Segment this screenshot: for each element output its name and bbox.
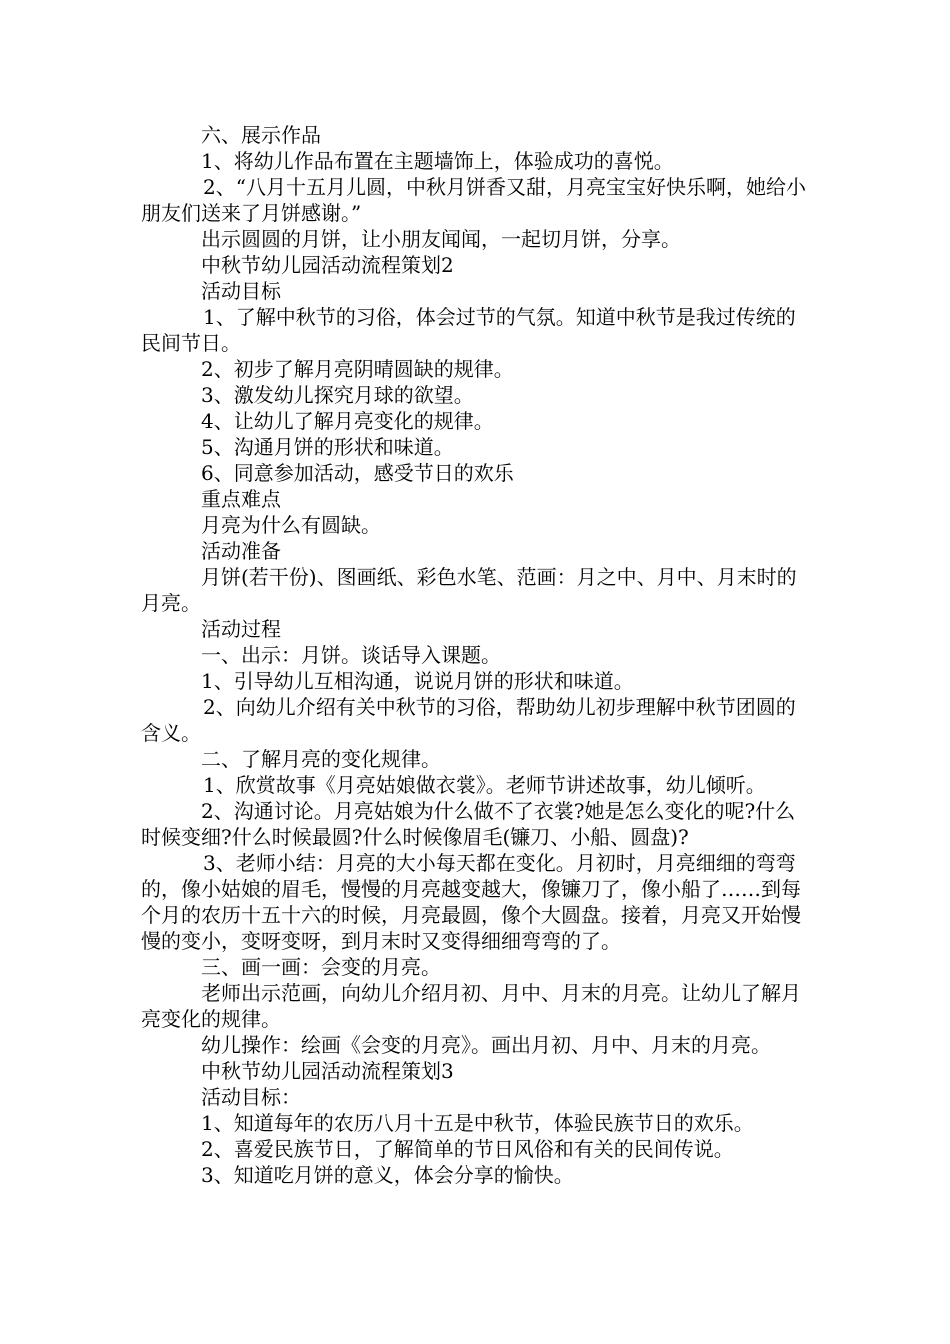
paragraph: 月饼(若干份)、图画纸、彩色水笔、范画：月之中、月中、月末时的月亮。 (141, 565, 797, 615)
section-heading-key-points: 重点难点 (201, 487, 281, 511)
paragraph: 2、喜爱民族节日，了解简单的节日风俗和有关的民间传说。 (201, 1137, 734, 1161)
paragraph: 3、激发幼儿探究月球的欲望。 (201, 383, 474, 407)
plan-title-2: 中秋节幼儿园活动流程策划2 (201, 253, 454, 277)
paragraph: 1、知道每年的农历八月十五是中秋节，体验民族节日的欢乐。 (201, 1111, 754, 1135)
paragraph: 3、老师小结：月亮的大小每天都在变化。月初时，月亮细细的弯弯的，像小姑娘的眉毛，慢慢的月亮越变越大，像镰刀了，像小船了……到每个月的农历十五十六的时候，月亮最圆，像个大圆盘。接着，月亮又开始慢慢的变小，变呀变呀，到月末时又变得细细弯弯的了。 (141, 851, 801, 953)
paragraph: 3、知道吃月饼的意义，体会分享的愉快。 (201, 1163, 574, 1187)
paragraph: 1、引导幼儿互相沟通，说说月饼的形状和味道。 (201, 669, 634, 693)
paragraph: 5、沟通月饼的形状和味道。 (201, 435, 454, 459)
section-heading-goals: 活动目标 (201, 279, 281, 303)
paragraph: 2、向幼儿介绍有关中秋节的习俗，帮助幼儿初步理解中秋节团圆的含义。 (141, 695, 796, 745)
paragraph: 老师出示范画，向幼儿介绍月初、月中、月末的月亮。让幼儿了解月亮变化的规律。 (141, 981, 801, 1031)
section-heading-goals: 活动目标： (201, 1085, 301, 1109)
paragraph: 6、同意参加活动，感受节日的欢乐 (201, 461, 514, 485)
paragraph: 2、沟通讨论。月亮姑娘为什么做不了衣裳?她是怎么变化的呢?什么时候变细?什么时候最圆?什么时候像眉毛(镰刀、小船、圆盘)? (141, 799, 796, 849)
paragraph: 三、画一画：会变的月亮。 (201, 955, 441, 979)
plan-title-3: 中秋节幼儿园活动流程策划3 (201, 1059, 454, 1083)
paragraph: 月亮为什么有圆缺。 (201, 513, 381, 537)
paragraph: 1、欣赏故事《月亮姑娘做衣裳》。老师节讲述故事，幼儿倾听。 (203, 773, 766, 797)
section-heading-display-works: 六、展示作品 (201, 123, 321, 147)
paragraph: 2、初步了解月亮阴晴圆缺的规律。 (201, 357, 514, 381)
paragraph: 幼儿操作：绘画《会变的月亮》。画出月初、月中、月末的月亮。 (201, 1033, 771, 1057)
paragraph: 4、让幼儿了解月亮变化的规律。 (201, 409, 494, 433)
section-heading-preparation: 活动准备 (201, 539, 281, 563)
document-body (141, 122, 813, 1188)
paragraph: 二、了解月亮的变化规律。 (201, 747, 441, 771)
paragraph: 一、出示：月饼。谈话导入课题。 (201, 643, 501, 667)
paragraph: 1、了解中秋节的习俗，体会过节的气氛。知道中秋节是我过传统的民间节日。 (141, 305, 796, 355)
paragraph: 出示圆圆的月饼，让小朋友闻闻，一起切月饼，分享。 (201, 227, 681, 251)
paragraph: 2、“八月十五月儿圆，中秋月饼香又甜，月亮宝宝好快乐啊，她给小朋友们送来了月饼感谢。” (141, 175, 806, 225)
paragraph: 1、将幼儿作品布置在主题墙饰上，体验成功的喜悦。 (201, 149, 674, 173)
section-heading-process: 活动过程 (201, 617, 281, 641)
